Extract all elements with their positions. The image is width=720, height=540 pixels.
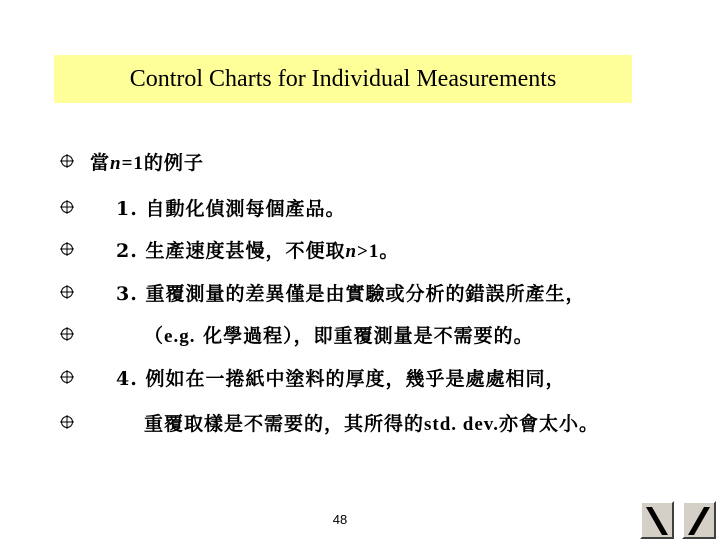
bullet-text-1: 當n=1的例子 [90,152,204,174]
nav-back-button[interactable] [640,501,674,539]
bullet-text-4: 3. 重覆測量的差異僅是由實驗或分析的錯誤所產生， [116,283,586,305]
bullet-icon [60,200,74,214]
bullet-icon [60,327,74,341]
bullet-text-6: 4. 例如在一捲紙中塗料的厚度，幾乎是處處相同， [116,368,566,390]
backslash-nav-icon [644,506,670,536]
page-number: 48 [332,512,348,527]
slide-title-box [54,55,632,103]
nav-forward-button[interactable] [682,501,716,539]
bullet-text-2: 1. 自動化偵測每個產品。 [116,198,346,220]
slash-nav-icon [686,506,712,536]
bullet-icon [60,370,74,384]
bullet-text-7: 重覆取樣是不需要的，其所得的std. dev.亦會太小。 [144,413,600,435]
bullet-icon [60,154,74,168]
bullet-text-5: （e.g. 化學過程），即重覆測量是不需要的。 [144,325,534,347]
bullet-text-3: 2. 生產速度甚慢，不便取n>1。 [116,240,400,262]
slide-title: Control Charts for Individual Measurements [129,65,557,92]
bullet-icon [60,415,74,429]
bullet-icon [60,285,74,299]
bullet-icon [60,242,74,256]
